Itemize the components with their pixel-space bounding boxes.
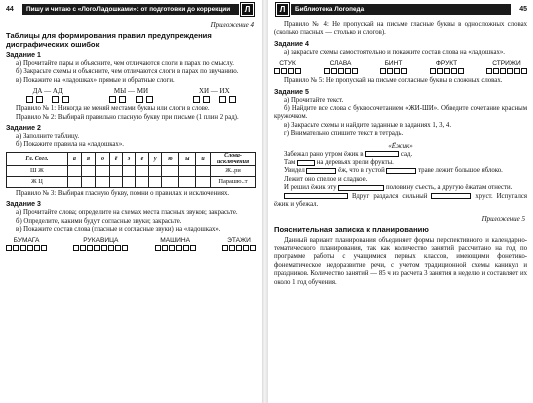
table-cell (162, 176, 179, 187)
word-text: БУМАГА (13, 237, 40, 245)
right-page-number: 45 (519, 5, 527, 13)
scheme-cell (222, 245, 228, 251)
scheme-cell (295, 68, 301, 74)
scheme-cell (73, 245, 79, 251)
word-scheme-box (365, 151, 399, 157)
task-item: в) Покажите на «ладошках» прямые и обратные слоги. (16, 76, 175, 84)
task-item: а) Заполните таблицу. (16, 133, 80, 141)
task-title: Задание 2 (6, 125, 41, 133)
book-logo-icon: Л (276, 3, 289, 16)
scheme-cell (101, 245, 107, 251)
scheme-cell (507, 68, 513, 74)
scheme-cell (26, 96, 33, 103)
table-cell (179, 176, 196, 187)
scheme-cell (162, 245, 168, 251)
scheme-cell (229, 245, 235, 251)
left-page-number: 44 (6, 5, 14, 13)
task-item: а) Прочитайте текст. (284, 96, 344, 104)
task-item: а) Прочитайте слова; определите на схемах места гласных звуков; закрасьте. (16, 209, 238, 217)
table-cell (81, 165, 95, 176)
word-scheme-box (284, 193, 348, 199)
rule-text: Правило № 2: Выбирай правильно гласную букву при письме (1 плин 2 рад). (16, 113, 239, 121)
story-line: Лежит оно спелое и сладкое. (284, 175, 368, 183)
scheme-cell (380, 68, 386, 74)
table-header: е (135, 152, 148, 165)
scheme-cell (52, 96, 59, 103)
word-scheme (155, 237, 196, 251)
appendix-label: Приложение 4 (210, 21, 254, 29)
table-header: я (81, 152, 95, 165)
table-cell: Ж Ц (7, 176, 68, 187)
word-text: ФРУКТ (435, 60, 458, 68)
table-cell (179, 165, 196, 176)
story-line: Увидел ёж, что в густой траве лежит большое яблоко. (284, 167, 503, 175)
word-text: БИНТ (384, 60, 403, 68)
scheme-cell (250, 245, 256, 251)
scheme-cell (451, 68, 457, 74)
scheme-cell (155, 245, 161, 251)
scheme-cell (203, 96, 210, 103)
table-cell (149, 165, 162, 176)
task-item: г) Внимательно спишите текст в тетрадь. (284, 130, 404, 138)
table-cell (67, 176, 81, 187)
pair-text: ХИ — ИХ (198, 87, 230, 96)
left-running-header (6, 2, 256, 16)
story-line: И решил ёжик эту половину съесть, а другую ёжатам отнести. (284, 184, 513, 192)
word-text: ЭТАЖИ (227, 237, 251, 245)
task-item: б) Покажите правила на «ладошках». (16, 141, 124, 149)
scheme-cell (219, 96, 226, 103)
table-cell (95, 165, 109, 176)
scheme-cell (193, 96, 200, 103)
vowel-table (6, 152, 256, 188)
syllable-pairs (6, 87, 256, 104)
word-text: РУКАВИЦА (83, 237, 119, 245)
scheme-cell (243, 245, 249, 251)
table-header: э (123, 152, 136, 165)
table-header: у (149, 152, 162, 165)
scheme-cell (521, 68, 527, 74)
scheme-cell (108, 245, 114, 251)
scheme-cell (401, 68, 407, 74)
table-cell (109, 176, 122, 187)
scheme-cell (122, 245, 128, 251)
appendix-label: Приложение 5 (481, 214, 525, 223)
task-item: б) Закрасьте схемы и объясните, чем отличаются слоги в парах по звучанию. (16, 68, 239, 76)
scheme-cell (87, 245, 93, 251)
word-schemes (6, 237, 256, 251)
scheme-cell (119, 96, 126, 103)
scheme-cell (190, 245, 196, 251)
table-header: Гл. Согл. (7, 152, 68, 165)
word-scheme (73, 237, 128, 251)
word-scheme (324, 60, 358, 74)
table-header: ы (179, 152, 196, 165)
scheme-cell (500, 68, 506, 74)
scheme-cell (94, 245, 100, 251)
task-item: в) Покажите состав слова (гласные и согласные звуки) на «ладошках». (16, 226, 221, 234)
table-header: о (95, 152, 109, 165)
table-row (7, 165, 256, 176)
table-cell (123, 165, 136, 176)
syllable-pair (193, 87, 237, 104)
table-cell (135, 165, 148, 176)
table-header: ё (109, 152, 122, 165)
syllable-pair (109, 87, 153, 104)
scheme-cell (458, 68, 464, 74)
rule-text: Правило № 4: Не пропускай на письме гласные буквы в односложных словах (сколько гласных — столько и слогов). (274, 21, 527, 37)
table-header: ю (162, 152, 179, 165)
table-cell (196, 165, 211, 176)
word-text: МАШИНА (160, 237, 191, 245)
scheme-cell (345, 68, 351, 74)
scheme-cell (146, 96, 153, 103)
explanation-text: Данный вариант планирования объединяет формы перспективного и календарно-тематического планирования, так как количество занятий рассчитано на год по программе работы с учащимися первых классов, имеющими фонетико-фонематическое недоразвитие речи, с учетом традиционной схемы каникул и праздников. Количество занятий — 85 ч из расчета 3 занятия в неделю и составляет их около 1 год обучения. (274, 236, 527, 286)
task-item: а) Прочитайте пары и объясните, чем отличаются слоги в парах по смыслу. (16, 60, 234, 67)
right-page (268, 0, 533, 403)
left-running-title: Пишу и читаю с «ЛогоЛадошками»: от подготовки до коррекции (22, 4, 239, 15)
scheme-cell (41, 245, 47, 251)
word-scheme (6, 237, 47, 251)
scheme-cell (274, 68, 280, 74)
table-cell (109, 165, 122, 176)
scheme-cell (229, 96, 236, 103)
task-item: а) закрасьте схемы самостоятельно и покажите состав слова на «ладошках». (284, 48, 505, 56)
story-line: Забежал рано утром ёжик в сад. (284, 150, 413, 158)
scheme-cell (13, 245, 19, 251)
table-header: Слова-исключения (211, 152, 256, 165)
table-cell (95, 176, 109, 187)
table-header: а (67, 152, 81, 165)
word-schemes (274, 60, 527, 74)
syllable-pair (26, 87, 70, 104)
scheme-cell (394, 68, 400, 74)
task-item: в) Закрасьте схемы и найдите заданные в заданиях 1, 3, 4. (284, 121, 452, 129)
right-running-header (274, 2, 527, 16)
task-title: Задание 1 (6, 52, 41, 59)
scheme-cell (109, 96, 116, 103)
word-scheme (222, 237, 256, 251)
scheme-cell (444, 68, 450, 74)
scheme-cell (514, 68, 520, 74)
scheme-cell (352, 68, 358, 74)
section-title: Пояснительная записка к планированию (274, 224, 429, 234)
scheme-cell (493, 68, 499, 74)
task-title: Задание 4 (274, 40, 309, 48)
word-scheme (380, 60, 407, 74)
scheme-cell (80, 245, 86, 251)
table-cell (135, 176, 148, 187)
scheme-cell (281, 68, 287, 74)
word-scheme (274, 60, 301, 74)
scheme-cell (34, 245, 40, 251)
book-logo-icon: Л (241, 3, 254, 16)
table-row (7, 176, 256, 187)
scheme-cell (20, 245, 26, 251)
word-scheme (486, 60, 527, 74)
scheme-cell (169, 245, 175, 251)
pair-text: МЫ — МИ (113, 87, 149, 96)
right-running-title: Библиотека Логопеда (291, 4, 511, 15)
table-cell (196, 176, 211, 187)
table-cell (162, 165, 179, 176)
scheme-cell (331, 68, 337, 74)
word-text: СЛАВА (329, 60, 352, 68)
scheme-cell (387, 68, 393, 74)
table-cell: Ш Ж (7, 165, 68, 176)
scheme-cell (486, 68, 492, 74)
word-scheme-box (306, 168, 336, 174)
table-cell (149, 176, 162, 187)
pair-text: ДА — АД (32, 87, 63, 96)
rule-text: Правило № 3: Выбирая гласную букву, помни о правилах и исключениях. (16, 189, 230, 197)
table-cell: Ж..ри (211, 165, 256, 176)
scheme-cell (183, 245, 189, 251)
word-scheme-box (386, 168, 416, 174)
left-page (0, 0, 262, 403)
section-title: Таблицы для формирования правил предупреждения дисграфических ошибок (6, 31, 212, 49)
scheme-cell (338, 68, 344, 74)
table-cell (81, 176, 95, 187)
table-header: и (196, 152, 211, 165)
scheme-cell (62, 96, 69, 103)
story-title: «Ёжик» (388, 141, 413, 150)
word-text: СТРИЖИ (492, 60, 521, 68)
table-cell (67, 165, 81, 176)
scheme-cell (430, 68, 436, 74)
scheme-cell (6, 245, 12, 251)
scheme-cell (136, 96, 143, 103)
scheme-cell (36, 96, 43, 103)
word-scheme (430, 60, 464, 74)
scheme-cell (324, 68, 330, 74)
word-scheme-box (338, 185, 384, 191)
task-item: б) Найдите все слова с буквосочетанием «ЖИ-ШИ». Обведите сочетание красным кружочком. (274, 105, 527, 121)
task-title: Задание 3 (6, 201, 41, 209)
table-cell: Парашю..т (211, 176, 256, 187)
word-scheme-box (297, 160, 315, 166)
scheme-cell (288, 68, 294, 74)
scheme-cell (27, 245, 33, 251)
scheme-cell (236, 245, 242, 251)
scheme-cell (115, 245, 121, 251)
rule-text: Правило № 1: Никогда не меняй местами буквы или слоги в слове. (16, 105, 210, 113)
word-scheme-box (431, 193, 471, 199)
task-title: Задание 5 (274, 88, 309, 96)
word-text: СТУК (279, 60, 296, 68)
story-line: Вдруг раздался сильный хруст. Испугался ёжик и убежал. (274, 192, 527, 209)
scheme-cell (437, 68, 443, 74)
rule-text: Правило № 5: Не пропускай на письме согласные буквы в сложных словах. (284, 77, 503, 85)
scheme-cell (176, 245, 182, 251)
table-cell (123, 176, 136, 187)
task-item: б) Определите, какими будут согласные звуки; закрасьте. (16, 217, 182, 225)
story-line: Там на деревьях зрели фрукты. (284, 159, 394, 167)
